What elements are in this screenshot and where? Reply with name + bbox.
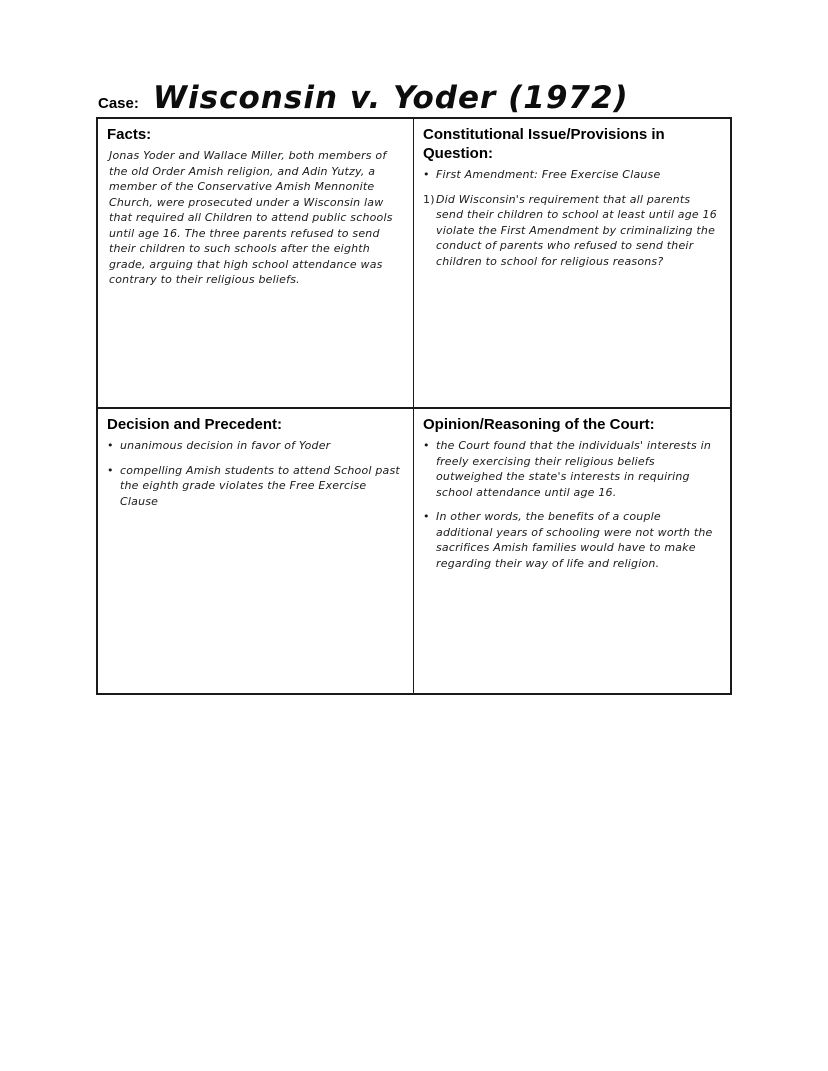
decision-header: Decision and Precedent: [107, 416, 283, 433]
issue-bullet-text: First Amendment: Free Exercise Clause [436, 168, 661, 181]
opinion-bullet-item [423, 438, 718, 500]
decision-cell [98, 409, 414, 693]
opinion-header: Opinion/Reasoning of the Court: [423, 416, 655, 433]
facts-cell [98, 119, 414, 409]
decision-bullet-text: compelling Amish students to attend School past the eighth grade violates the Free Exercise Clause [120, 463, 400, 508]
issue-numbered-item [423, 192, 718, 270]
decision-bullet-item [107, 463, 401, 510]
issue-question-text: Did Wisconsin's requirement that all parents send their children to school at least until age 16 violate the First Amendment by criminalizing the conduct of parents who refused to send their children to school for religious reasons? [436, 192, 717, 268]
case-title-handwritten: Wisconsin v. Yoder (1972) [152, 80, 629, 116]
case-title-line [98, 68, 738, 116]
facts-handwritten-text: Jonas Yoder and Wallace Miller, both members of the old Order Amish religion, and Adin Yutzy, a member of the Conservative Amish Mennonite Church, were prosecuted under a Wisconsin law that required all Children to attend public schools until age 16. The three parents refused to send their children to such schools after the eighth grade, arguing that high school attendance was contrary to their religious beliefs. [109, 149, 393, 286]
opinion-bullet-text: the Court found that the individuals' interests in freely exercising their religious beliefs outweighed the state's interests in requiring school attendance until age 16. [436, 439, 712, 499]
issue-bullet-item [423, 167, 718, 183]
facts-header: Facts: [107, 126, 152, 143]
constitutional-issue-cell [414, 119, 730, 409]
bullet-marker: • [423, 439, 430, 452]
case-brief-table [96, 117, 732, 695]
case-label: Case: [98, 95, 139, 112]
opinion-cell [414, 409, 730, 693]
constitutional-issue-header: Constitutional Issue/Provisions in Question: [423, 126, 665, 162]
bullet-marker: • [107, 439, 114, 452]
bullet-marker: • [423, 168, 430, 181]
decision-bullet-item [107, 438, 401, 454]
bullet-marker: • [107, 463, 114, 477]
bullet-marker: • [423, 510, 430, 523]
number-marker: 1) [423, 192, 435, 206]
decision-bullet-text: unanimous decision in favor of Yoder [120, 439, 331, 452]
opinion-bullet-text: In other words, the benefits of a couple additional years of schooling were not worth the sacrifices Amish families would have to make regarding their way of life and religion. [436, 510, 713, 570]
opinion-bullet-item [423, 509, 718, 571]
